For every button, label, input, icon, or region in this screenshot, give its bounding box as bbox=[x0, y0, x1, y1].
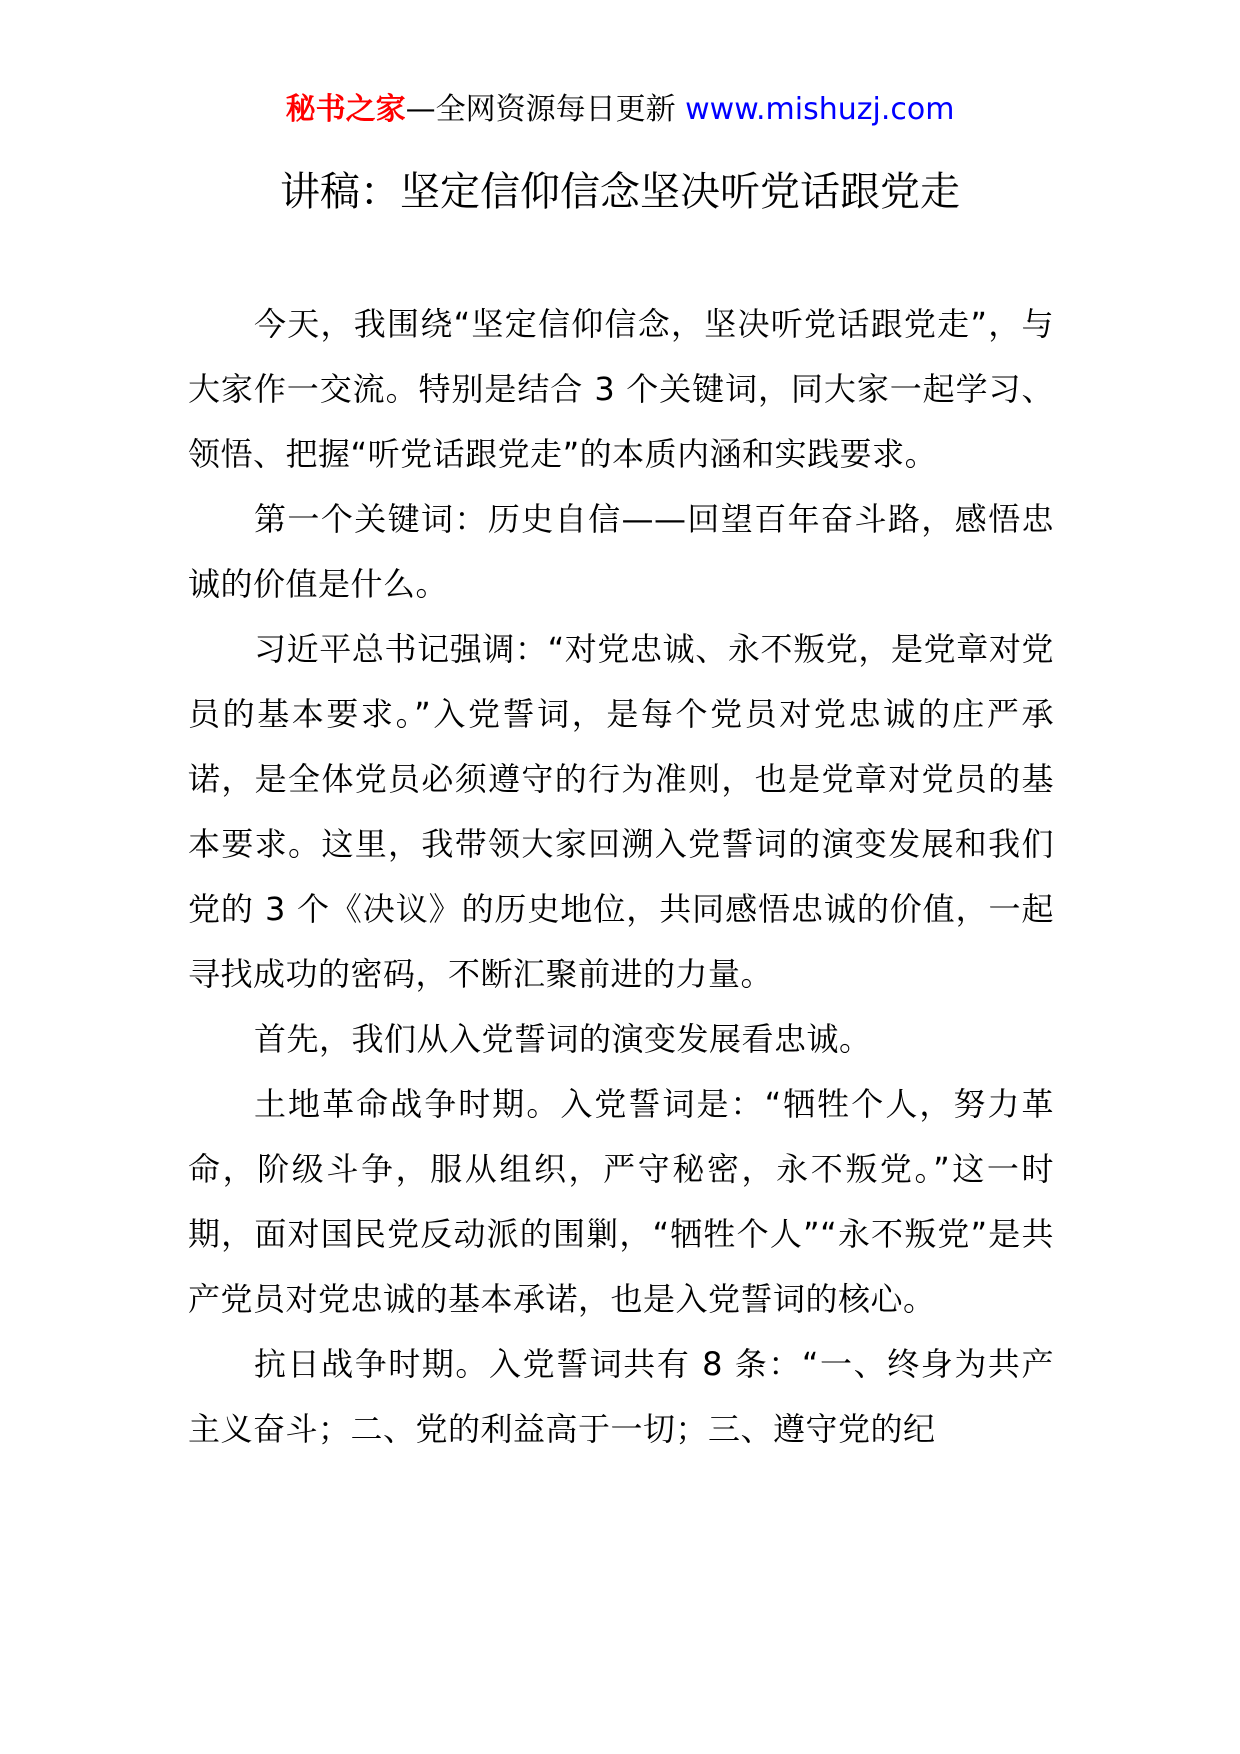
document-title: 讲稿：坚定信仰信念坚决听党话跟党走 bbox=[280, 169, 960, 215]
document-body bbox=[188, 292, 1054, 1462]
paragraph: 抗日战争时期。入党誓词共有 8 条：“一、终身为共产主义奋斗；二、党的利益高于一切；三、遵守党的纪 bbox=[188, 1345, 1054, 1448]
site-brand: 秘书之家 bbox=[285, 92, 406, 127]
paragraph: 今天，我围绕“坚定信仰信念，坚决听党话跟党走”，与大家作一交流。特别是结合 3 个关键词，同大家一起学习、领悟、把握“听党话跟党走”的本质内涵和实践要求。 bbox=[188, 305, 1054, 473]
paragraph: 首先，我们从入党誓词的演变发展看忠诚。 bbox=[254, 1020, 872, 1058]
site-url-link[interactable]: www.mishuzj.com bbox=[685, 92, 955, 127]
paragraph: 习近平总书记强调：“对党忠诚、永不叛党，是党章对党员的基本要求。”入党誓词，是每个党员对党忠诚的庄严承诺，是全体党员必须遵守的行为准则，也是党章对党员的基本要求。这里，我带领大家回溯入党誓词的演变发展和我们党的 3 个《决议》的历史地位，共同感悟忠诚的价值，一起寻找成功的密码，不断汇聚前进的力量。 bbox=[188, 630, 1054, 993]
paragraph: 第一个关键词：历史自信——回望百年奋斗路，感悟忠诚的价值是什么。 bbox=[188, 500, 1054, 603]
site-header bbox=[0, 88, 1240, 132]
site-tagline: —全网资源每日更新 bbox=[405, 92, 676, 127]
paragraph: 土地革命战争时期。入党誓词是：“牺牲个人，努力革命，阶级斗争，服从组织，严守秘密，永不叛党。”这一时期，面对国民党反动派的围剿，“牺牲个人”“永不叛党”是共产党员对党忠诚的基本承诺，也是入党誓词的核心。 bbox=[188, 1085, 1054, 1318]
